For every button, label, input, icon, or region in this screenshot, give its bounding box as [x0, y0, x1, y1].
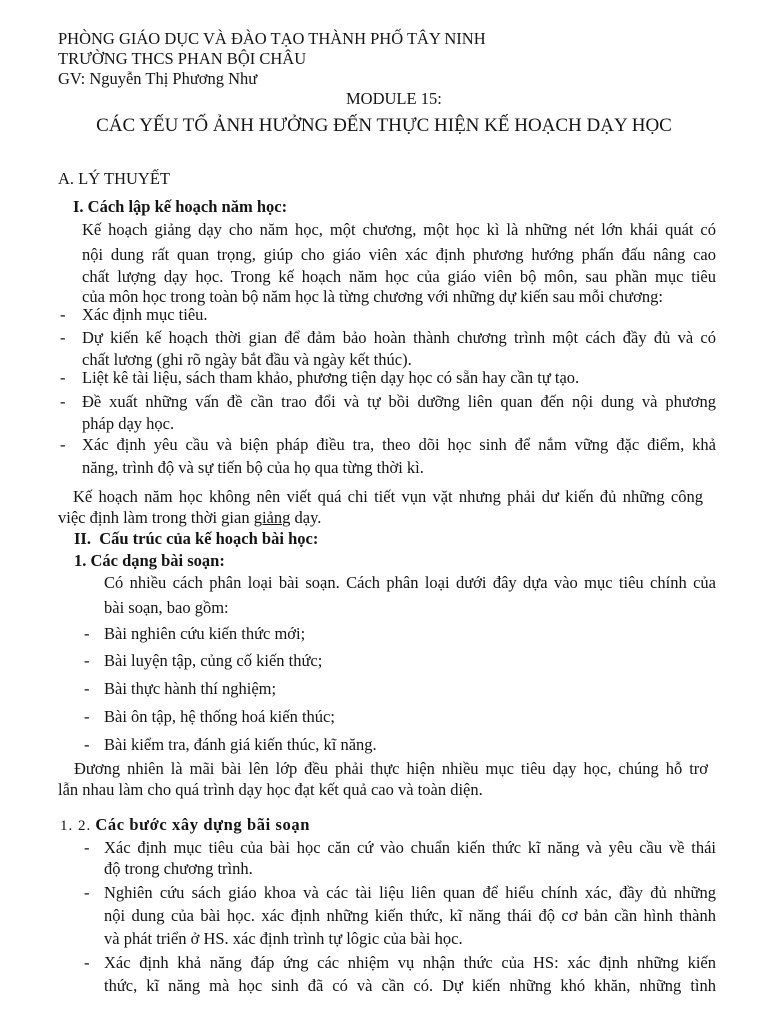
lesson-type-item: Bài luyện tập, củng cố kiến thức;	[104, 651, 323, 670]
lesson-type-item: Bài ôn tập, hệ thống hoá kiến thúc;	[104, 707, 335, 726]
part1-heading	[73, 195, 287, 219]
underlined-word: giảng	[253, 508, 291, 527]
part1-bullet: chất lương (ghi rõ ngày bắt đầu và ngày kết thúc).	[82, 350, 412, 369]
part1-bullet: năng, trình độ và sự tiến bộ của họ qua từng thời kì.	[82, 458, 424, 477]
step-line: nội dung của bài học. xác định những kiến thức, kĩ năng thái độ cơ bản cần hình thành	[104, 906, 716, 925]
document-title: CÁC YẾU TỐ ẢNH HƯỞNG ĐẾN THỰC HIỆN KẾ HOẠCH DẠY HỌC	[96, 115, 672, 136]
bullet-dash: -	[60, 435, 66, 454]
part1-note-line: việc định làm trong thời gian giảng dạy.	[58, 508, 322, 527]
part2-sub2-title: Các bước xây dựng bãi soạn	[95, 815, 310, 834]
part2-closing-line: lẫn nhau làm cho quá trình dạy học đạt kết quả cao và toàn diện.	[58, 780, 483, 799]
part1-bullet: Xác định mục tiêu.	[82, 305, 208, 324]
step-line: Xác định mục tiêu của bài học căn cứ vào chuẩn kiến thức kĩ năng và yêu cầu về thái	[104, 838, 716, 857]
part2-sub2-number: 1. 2.	[60, 818, 92, 834]
bullet-dash: -	[84, 651, 90, 670]
part1-para-line: nội dung rất quan trọng, giúp cho giáo viên xác định phương hướng phấn đấu nâng cao	[82, 245, 716, 264]
bullet-dash: -	[60, 328, 66, 347]
part1-para-line: của môn học trong toàn bộ năm học là từng chương với những dự kiến sau mỗi chương:	[82, 287, 663, 306]
department-line: PHÒNG GIÁO DỤC VÀ ĐÀO TẠO THÀNH PHỐ TÂY NINH	[58, 29, 486, 48]
step-line: Xác định khả năng đáp ứng các nhiệm vụ nhận thức của HS: xác định những kiến	[104, 953, 716, 972]
part1-bullet: Liệt kê tài liệu, sách tham khảo, phương tiện dạy học có sẵn hay cần tự tạo.	[82, 368, 580, 387]
part2-sub2-heading	[60, 813, 310, 838]
step-line: độ trong chương trình.	[104, 859, 253, 878]
part2-closing-line: Đương nhiên là mãi bài lên lớp đều phải thực hiện nhiều mục tiêu dạy học, chúng hỗ trơ	[74, 759, 708, 778]
step-line: thức, kĩ năng mà học sinh đã có và cần có. Dự kiến những khó khăn, những tình	[104, 976, 716, 995]
part2-heading	[74, 527, 318, 551]
part1-bullet: pháp dạy học.	[82, 414, 175, 433]
bullet-dash: -	[84, 735, 90, 754]
lesson-type-item: Bài thực hành thí nghiệm;	[104, 679, 277, 698]
bullet-dash: -	[60, 305, 66, 324]
part1-title: Cách lập kế hoạch năm học:	[87, 197, 288, 216]
bullet-dash: -	[84, 883, 90, 902]
lesson-type-item: Bài nghiên cứu kiến thức mới;	[104, 624, 306, 643]
part1-note-line: Kế hoạch năm học không nên viết quá chi tiết vụn vặt nhưng phải dư kiến đủ những công	[73, 487, 703, 506]
part1-number: I.	[73, 197, 84, 216]
step-line: Nghiên cứu sách giáo khoa và các tài liệu liên quan để hiểu chính xác, đầy đủ những	[104, 883, 716, 902]
part2-number: II.	[74, 529, 91, 548]
bullet-dash: -	[84, 707, 90, 726]
bullet-dash: -	[84, 624, 90, 643]
part1-bullet: Đề xuất những vấn đề cần trao đổi và tự bồi dưỡng liên quan đến nội dung và phương	[82, 392, 716, 411]
part1-para-line: chất lượng dạy học. Trong kế hoạch năm học của giáo viên bộ môn, sau phần mục tiêu	[82, 267, 716, 286]
lesson-type-item: Bài kiểm tra, đánh giá kiến thúc, kĩ năng.	[104, 735, 377, 754]
part1-para-line: Kế hoạch giảng dạy cho năm học, một chương, một học kì là những nét lớn khái quát có	[82, 220, 716, 239]
bullet-dash: -	[84, 679, 90, 698]
module-label: MODULE 15:	[346, 89, 442, 108]
bullet-dash: -	[60, 392, 66, 411]
part1-bullet: Xác định yêu cầu và biện pháp điều tra, theo dõi học sinh để nắm vững đặc điểm, khả	[82, 435, 716, 454]
step-line: và phát triển ở HS. xác định trình tự lôgic của bài học.	[104, 929, 463, 948]
bullet-dash: -	[60, 368, 66, 387]
part2-title: Cấu trúc của kế hoạch bài học:	[99, 529, 319, 548]
section-a-heading: A. LÝ THUYẾT	[58, 169, 170, 188]
part2-sub1-heading: 1. Các dạng bài soạn:	[74, 551, 225, 570]
part1-bullet: Dự kiến kế hoạch thời gian để đảm bảo hoàn thành chương trình một cách đầy đủ và có	[82, 328, 716, 347]
part2-intro-line: Có nhiều cách phân loại bài soạn. Cách phân loại dưới đây dựa vào mục tiêu chính của	[104, 573, 716, 592]
part2-intro-line: bài soạn, bao gồm:	[104, 598, 229, 617]
bullet-dash: -	[84, 838, 90, 857]
bullet-dash: -	[84, 953, 90, 972]
school-line: TRƯỜNG THCS PHAN BỘI CHÂU	[58, 49, 307, 68]
teacher-line: GV: Nguyễn Thị Phương Như	[58, 69, 258, 88]
